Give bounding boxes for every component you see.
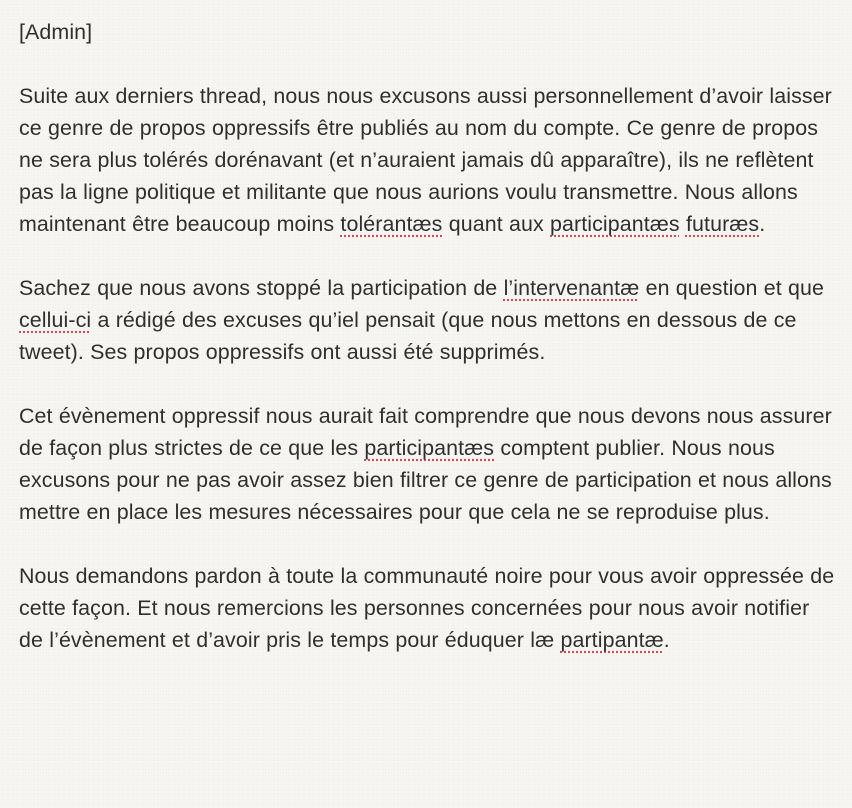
paragraph-3-text-a: Cet évènement oppressif nous aurait fait comprendre que nous devons nous assurer de façon plus strictes de ce que les bbox=[19, 404, 832, 460]
paragraph-1 bbox=[19, 80, 838, 240]
paragraph-1-text-b: quant aux bbox=[442, 212, 551, 236]
misspelled-word[interactable]: cellui-ci bbox=[19, 308, 92, 332]
admin-header-text: [Admin] bbox=[19, 20, 93, 44]
misspelled-word[interactable]: participantæs bbox=[550, 212, 680, 236]
paragraph-3 bbox=[19, 400, 838, 528]
misspelled-word[interactable]: tolérantæs bbox=[340, 212, 443, 236]
misspelled-word[interactable]: partipantæ bbox=[560, 628, 664, 652]
document-body[interactable] bbox=[19, 16, 838, 656]
paragraph-4-text-b: . bbox=[663, 628, 670, 652]
paragraph-2-text-b: en question et que bbox=[639, 276, 824, 300]
paragraph-1-text-d: . bbox=[759, 212, 766, 236]
paragraph-2-text-a: Sachez que nous avons stoppé la participation de bbox=[19, 276, 504, 300]
admin-header bbox=[19, 16, 838, 48]
paragraph-4-text-a: Nous demandons pardon à toute la communauté noire pour vous avoir oppressée de cette façon. Et nous remercions les personnes concernées pour nous avoir notifier de l’évènement et d’avoir pris le temps pour éduquer læ bbox=[19, 564, 835, 652]
paragraph-1-text-a: Suite aux derniers thread, nous nous excusons aussi personnellement d’avoir laisser ce genre de propos oppressifs être publiés au nom du compte. Ce genre de propos ne sera plus tolérés dorénavant (et n’auraient jamais dû apparaître), ils ne reflètent pas la ligne politique et militante que nous aurions voulu transmettre. Nous allons maintenant être beaucoup moins bbox=[19, 84, 832, 236]
paragraph-2 bbox=[19, 272, 838, 368]
misspelled-word[interactable]: participantæs bbox=[364, 436, 495, 460]
misspelled-word[interactable]: l’intervenantæ bbox=[503, 276, 640, 300]
misspelled-word[interactable]: futuræs bbox=[685, 212, 760, 236]
paragraph-2-text-c: a rédigé des excuses qu’iel pensait (que nous mettons en dessous de ce tweet). Ses propos oppressifs ont aussi été supprimés. bbox=[19, 308, 797, 364]
paragraph-3-text-b: comptent publier. Nous nous excusons pour ne pas avoir assez bien filtrer ce genre de participation et nous allons mettre en place les mesures nécessaires pour que cela ne se reproduise plus. bbox=[19, 436, 832, 524]
paragraph-4 bbox=[19, 560, 838, 656]
